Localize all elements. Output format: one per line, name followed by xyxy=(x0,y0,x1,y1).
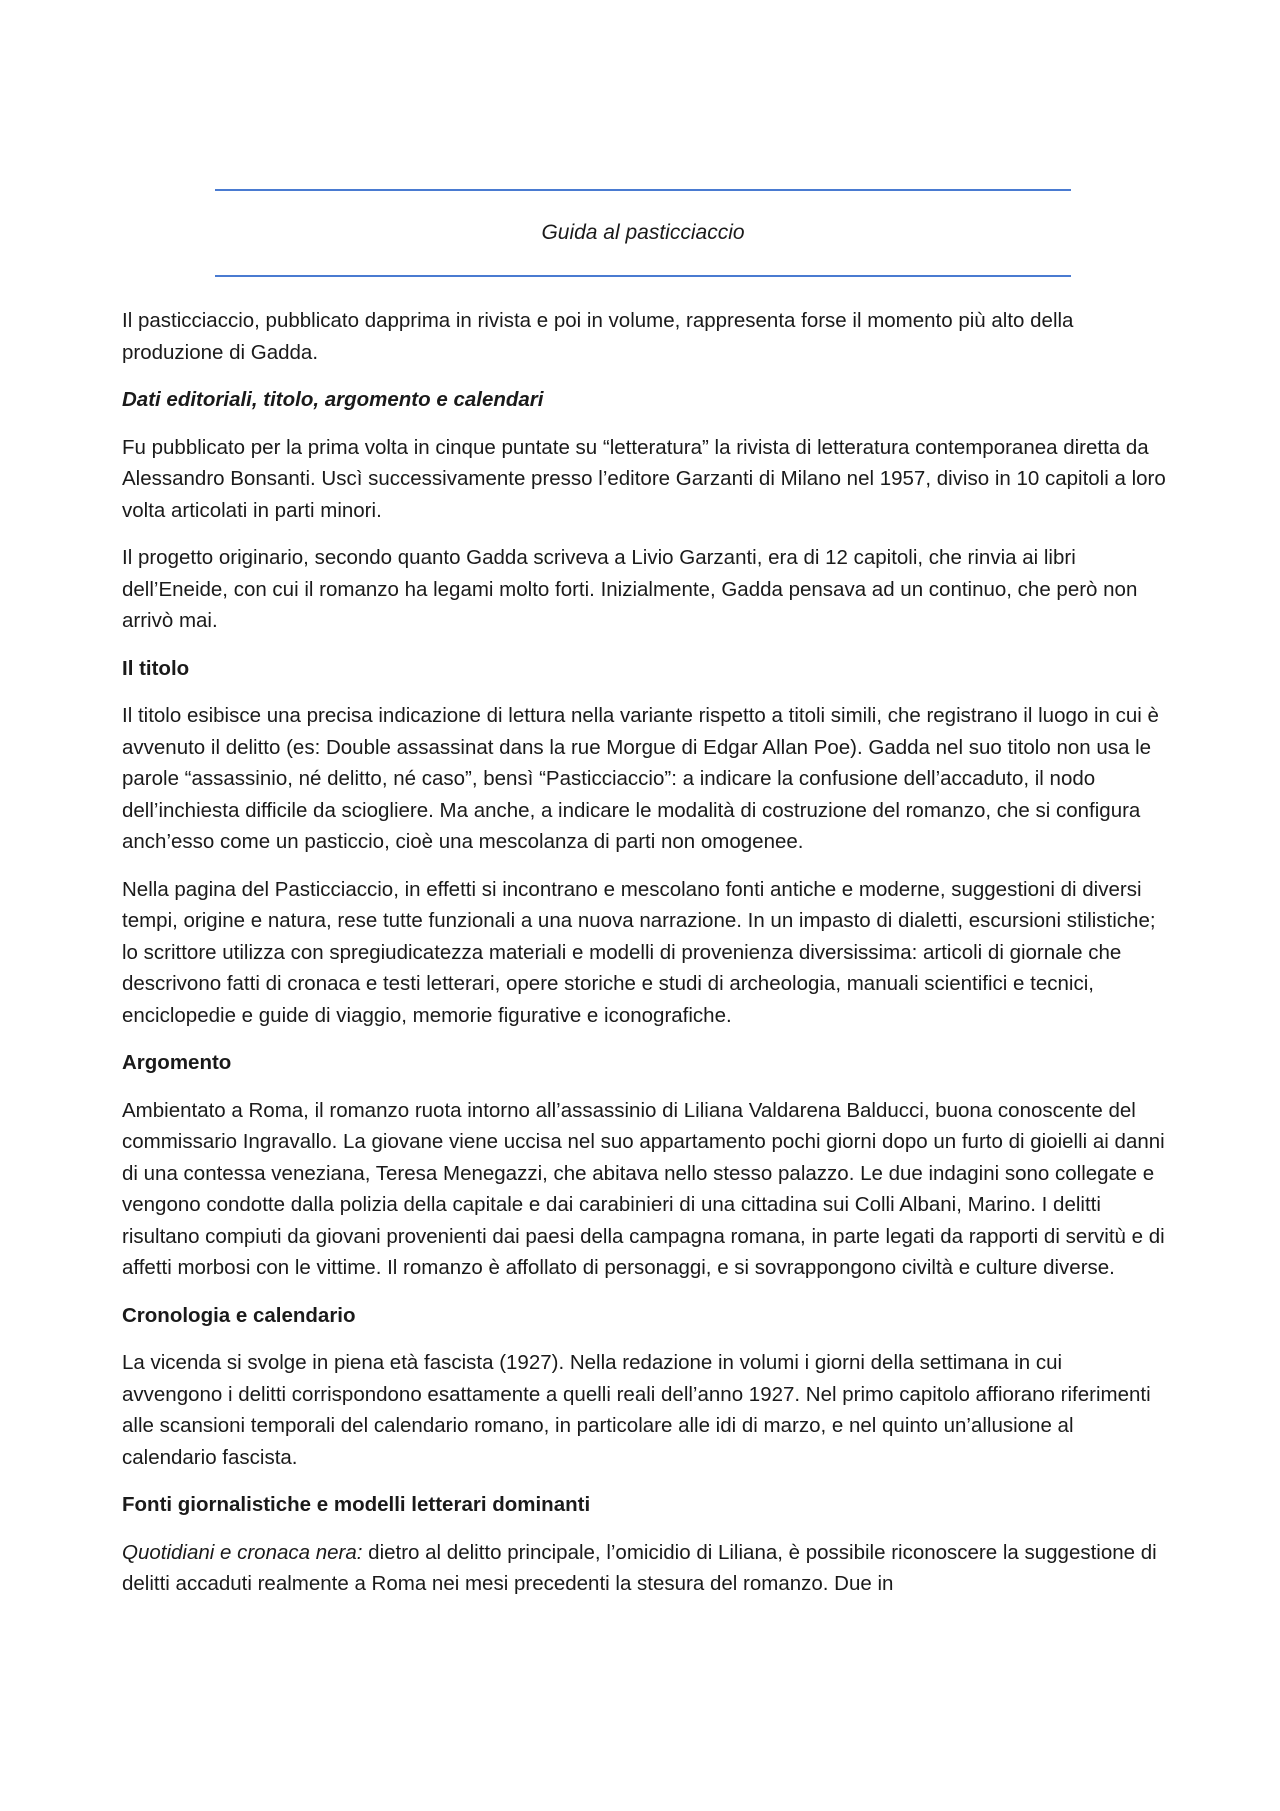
heading-title: Il titolo xyxy=(122,656,190,680)
chronology-paragraph-1: La vicenda si svolge in piena età fascista (1927). Nella redazione in volumi i giorni della settimana in cui avvengono i delitti corrispondono esattamente a quelli reali dell’anno 1927. Nel primo capitolo affiorano riferimenti alle scansioni temporali del calendario romano, in particolare alle idi di marzo, e nel quinto un’allusione al calendario fascista. xyxy=(122,1351,1151,1469)
intro-paragraph: Il pasticciaccio, pubblicato dapprima in rivista e poi in volume, rappresenta forse il momento più alto della produzione di Gadda. xyxy=(122,309,1074,364)
plot-paragraph-1: Ambientato a Roma, il romanzo ruota intorno all’assassinio di Liliana Valdarena Balducci, buona conoscente del commissario Ingravallo. La giovane viene uccisa nel suo appartamento pochi giorni dopo un furto di gioielli ai danni di una contessa veneziana, Teresa Menegazzi, che abitava nello stesso palazzo. Le due indagini sono collegate e vengono condotte dalla polizia della capitale e dai carabinieri di una cittadina sui Colli Albani, Marino. I delitti risultano compiuti da giovani provenienti dai paesi della campagna romana, in parte legati da rapporti di servitù e di affetti morbosi con le vittime. Il romanzo è affollato di personaggi, e si sovrappongono civiltà e culture diverse. xyxy=(122,1098,1165,1279)
heading-plot: Argomento xyxy=(122,1051,232,1074)
title-rule-bottom xyxy=(215,275,1071,277)
sources-paragraph-1 xyxy=(122,1537,1167,1600)
title-block xyxy=(215,189,1071,277)
heading-editorial: Dati editoriali, titolo, argomento e calendari xyxy=(122,388,544,411)
document-body xyxy=(122,305,1167,1616)
heading-chronology: Cronologia e calendario xyxy=(122,1303,356,1327)
editorial-paragraph-2: Il progetto originario, secondo quanto Gadda scriveva a Livio Garzanti, era di 12 capitoli, che rinvia ai libri dell’Eneide, con cui il romanzo ha legami molto forti. Inizialmente, Gadda pensava ad un continuo, che però non arrivò mai. xyxy=(122,546,1138,632)
title-paragraph-2: Nella pagina del Pasticciaccio, in effetti si incontrano e mescolano fonti antiche e moderne, suggestioni di diversi tempi, origine e natura, rese tutte funzionali a una nuova narrazione. In un impasto di dialetti, escursioni stilistiche; lo scrittore utilizza con spregiudicatezza materiali e modelli di provenienza diversissima: articoli di giornale che descrivono fatti di cronaca e testi letterari, opere storiche e studi di archeologia, manuali scientifici e tecnici, enciclopedie e guide di viaggio, memorie figurative e iconografiche. xyxy=(122,877,1156,1027)
sources-paragraph-text: dietro al delitto principale, l’omicidio di Liliana, è possibile riconoscere la suggestione di delitti accaduti realmente a Roma nei mesi precedenti la stesura del romanzo. Due in xyxy=(122,1540,1157,1595)
heading-sources: Fonti giornalistiche e modelli letterari dominanti xyxy=(122,1493,591,1516)
editorial-paragraph-1: Fu pubblicato per la prima volta in cinque puntate su “letteratura” la rivista di letteratura contemporanea diretta da Alessandro Bonsanti. Uscì successivamente presso l’editore Garzanti di Milano nel 1957, diviso in 10 capitoli a loro volta articolati in parti minori. xyxy=(122,435,1166,522)
title-paragraph-1: Il titolo esibisce una precisa indicazione di lettura nella variante rispetto a titoli simili, che registrano il luogo in cui è avvenuto il delitto (es: Double assassinat dans la rue Morgue di Edgar Allan Poe). Gadda nel suo titolo non usa le parole “assassinio, né delitto, né caso”, bensì “Pasticciaccio”: a indicare la confusione dell’accaduto, il nodo dell’inchiesta difficile da sciogliere. Ma anche, a indicare le modalità di costruzione del romanzo, che si configura anch’esso come un pasticcio, cioè una mescolanza di parti non omogenee. xyxy=(122,704,1159,853)
document-title: Guida al pasticciaccio xyxy=(541,221,745,244)
sources-lead: Quotidiani e cronaca nera: xyxy=(122,1540,363,1564)
